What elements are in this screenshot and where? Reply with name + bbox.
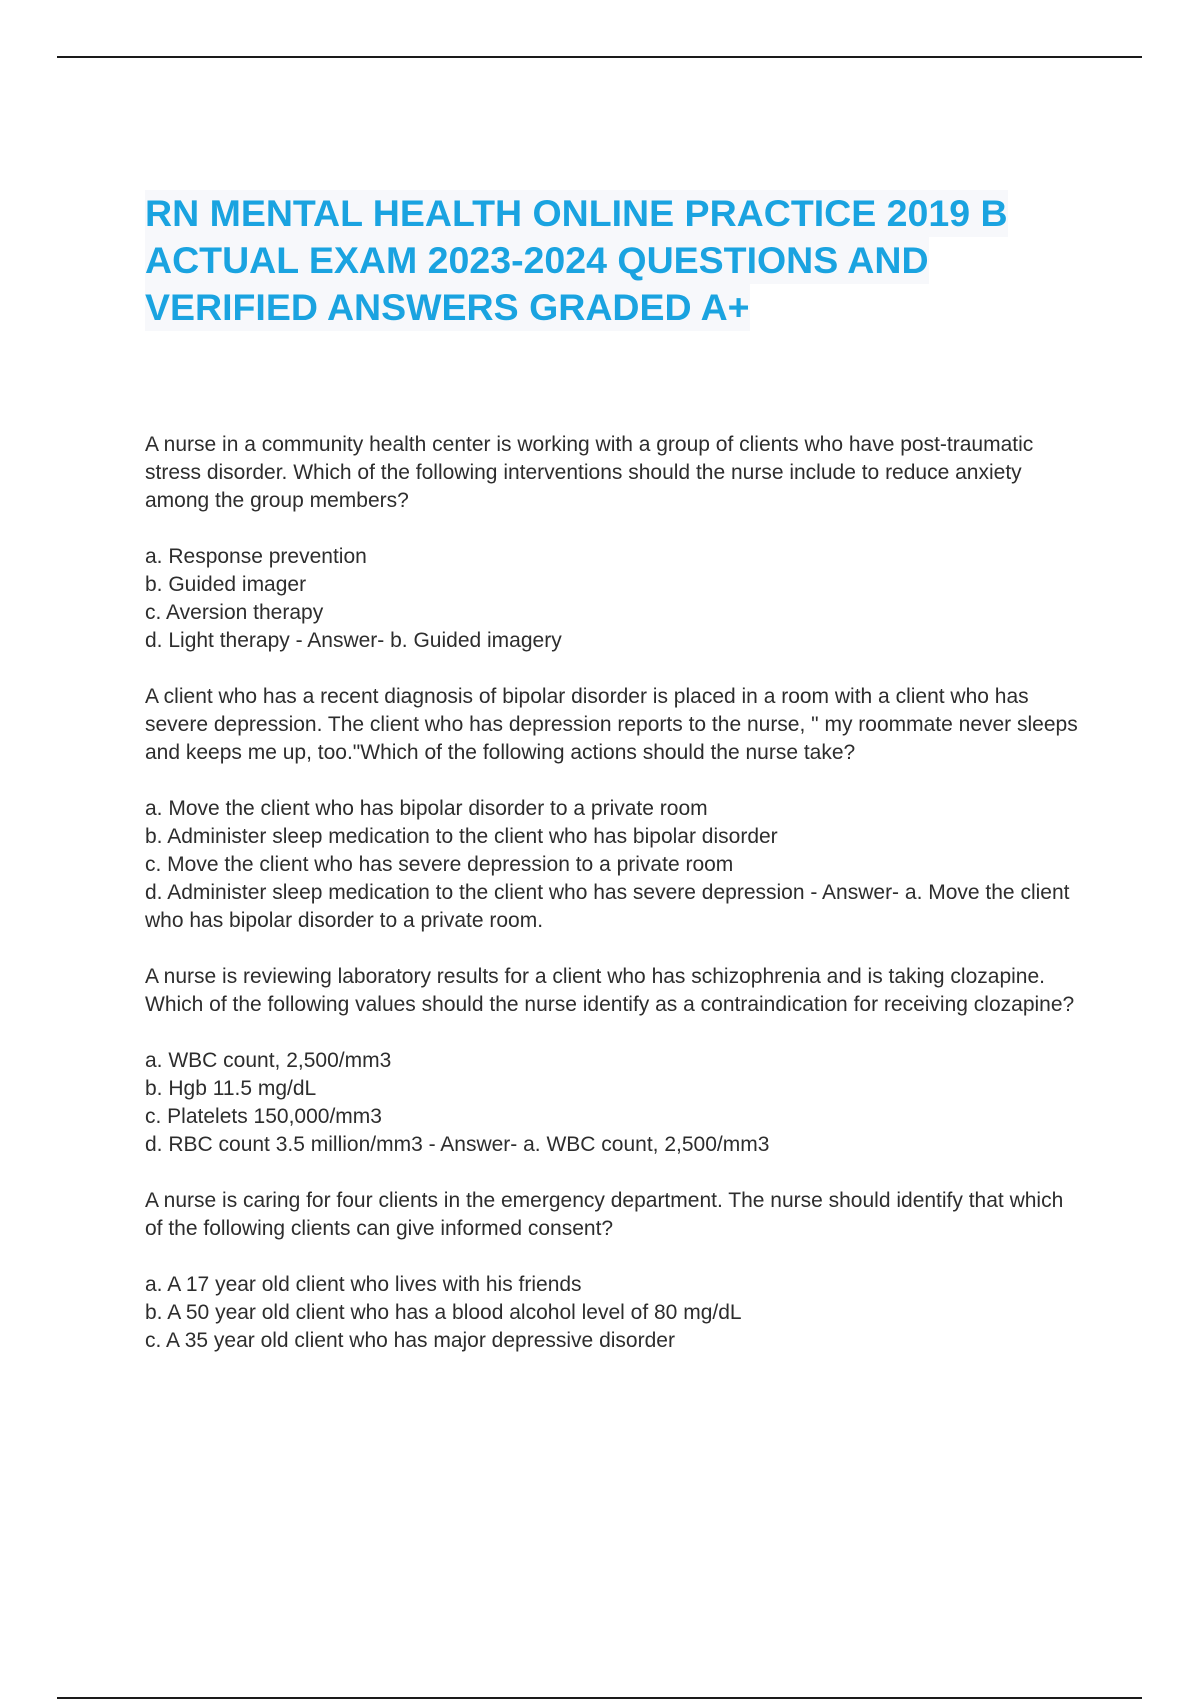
- document-body: [145, 431, 1085, 1383]
- option-item: a. Move the client who has bipolar disorder to a private room: [145, 797, 708, 820]
- question-block: [145, 1187, 1085, 1355]
- question-text: A nurse is reviewing laboratory results for a client who has schizophrenia and is taking clozapine. Which of the following values should the nurse identify as a contraindication for receiving clozapine?: [145, 965, 1075, 1016]
- title-line: ACTUAL EXAM 2023-2024 QUESTIONS AND: [145, 237, 929, 284]
- option-item: b. Guided imager: [145, 573, 307, 596]
- option-item: d. Administer sleep medication to the client who has severe depression - Answer- a. Move the client who has bipolar disorder to a private room.: [145, 881, 1070, 932]
- option-item: d. RBC count 3.5 million/mm3 - Answer- a. WBC count, 2,500/mm3: [145, 1133, 770, 1156]
- question-block: [145, 683, 1085, 935]
- question-text: A client who has a recent diagnosis of bipolar disorder is placed in a room with a client who has severe depression. The client who has depression reports to the nurse, " my roommate never sleeps and keeps me up, too."Which of the following actions should the nurse take?: [145, 685, 1078, 764]
- option-item: b. Administer sleep medication to the client who has bipolar disorder: [145, 825, 778, 848]
- question-block: [145, 431, 1085, 655]
- question-block: [145, 963, 1085, 1159]
- question-text: A nurse in a community health center is working with a group of clients who have post-traumatic stress disorder. Which of the following interventions should the nurse include to reduce anxiety among the group members?: [145, 433, 1034, 512]
- option-item: c. Aversion therapy: [145, 601, 324, 624]
- option-item: c. Platelets 150,000/mm3: [145, 1105, 382, 1128]
- title-line: VERIFIED ANSWERS GRADED A+: [145, 284, 750, 331]
- document-title: [145, 190, 1095, 331]
- bottom-rule: [57, 1697, 1142, 1699]
- question-text: A nurse is caring for four clients in the emergency department. The nurse should identify that which of the following clients can give informed consent?: [145, 1189, 1064, 1240]
- option-item: c. Move the client who has severe depression to a private room: [145, 853, 734, 876]
- option-item: b. Hgb 11.5 mg/dL: [145, 1077, 317, 1100]
- option-item: a. A 17 year old client who lives with his friends: [145, 1273, 582, 1296]
- option-item: a. Response prevention: [145, 545, 367, 568]
- option-item: d. Light therapy - Answer- b. Guided imagery: [145, 629, 562, 652]
- option-item: b. A 50 year old client who has a blood alcohol level of 80 mg/dL: [145, 1301, 742, 1324]
- title-line: RN MENTAL HEALTH ONLINE PRACTICE 2019 B: [145, 190, 1008, 237]
- options-list: [145, 1047, 1085, 1159]
- options-list: [145, 543, 1085, 655]
- top-rule: [57, 56, 1142, 58]
- option-item: a. WBC count, 2,500/mm3: [145, 1049, 392, 1072]
- options-list: [145, 795, 1085, 935]
- options-list: [145, 1271, 1085, 1355]
- option-item: c. A 35 year old client who has major depressive disorder: [145, 1329, 675, 1352]
